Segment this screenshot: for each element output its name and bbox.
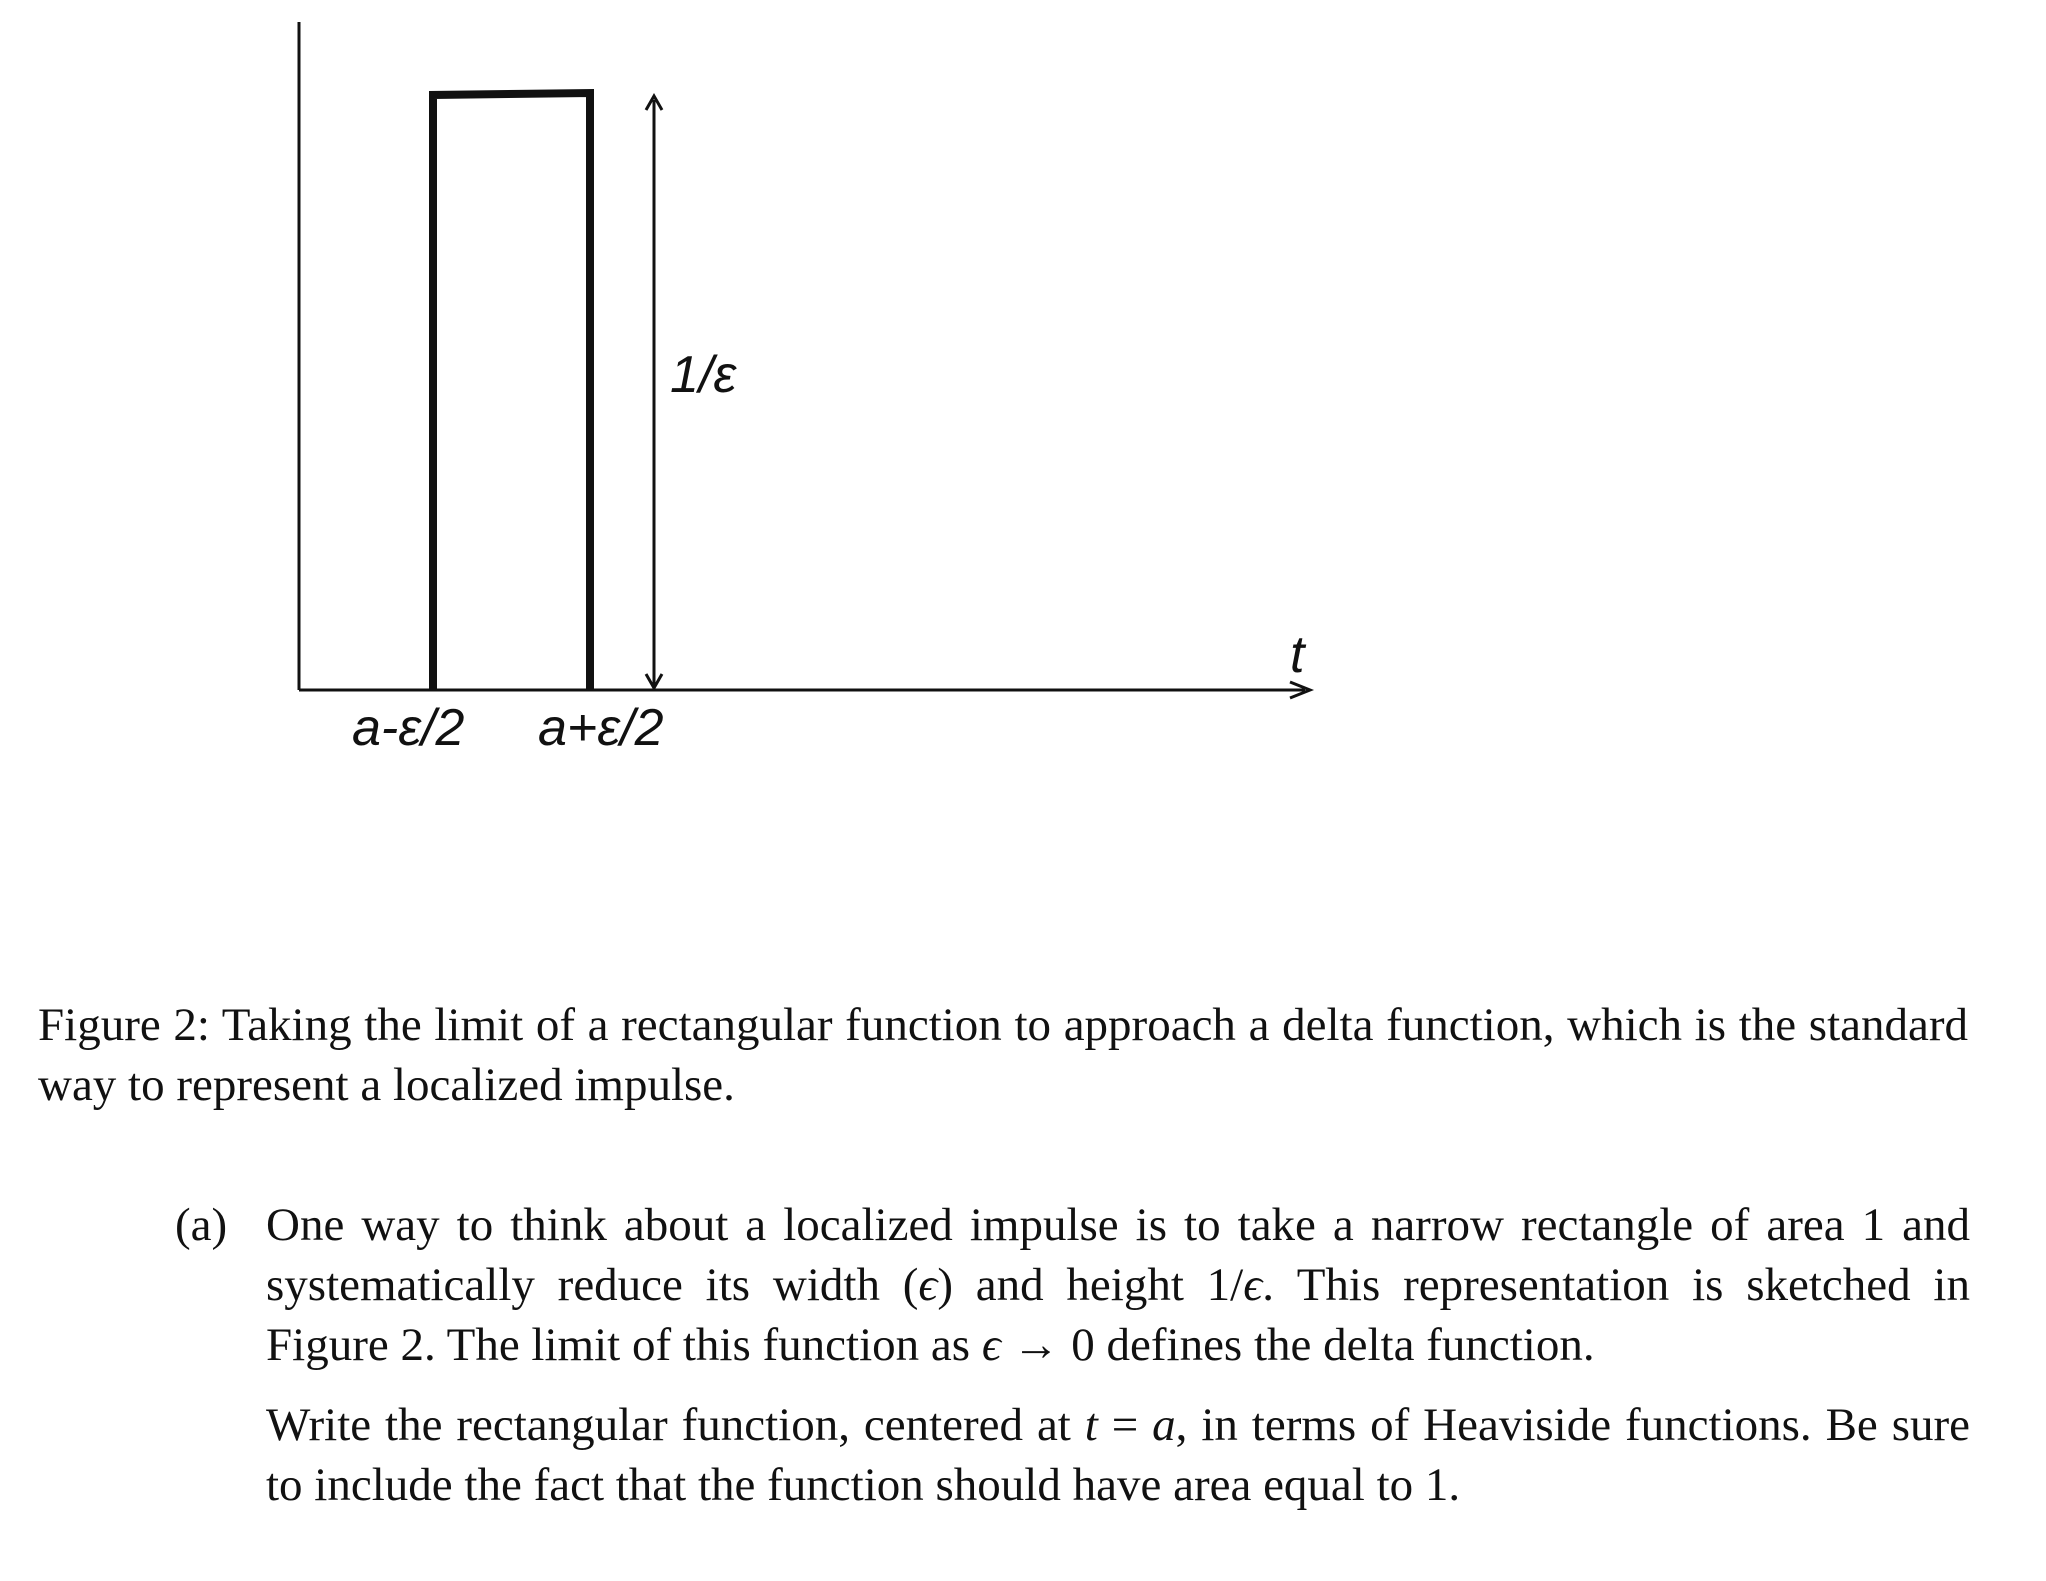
part-a-paragraph-2 (266, 1395, 1970, 1515)
right-edge-label: a+ε/2 (538, 699, 664, 757)
part-a-paragraph-1 (266, 1195, 1970, 1375)
caption-text: Taking the limit of a rectangular function to approach a delta function, which is the standard way to represent a localized impulse. (38, 999, 1968, 1111)
figure-caption (38, 995, 1968, 1115)
p1-text-4: → 0 defines the delta function. (1000, 1319, 1595, 1371)
rectangle-pulse (433, 93, 590, 690)
p2-text-2: , in terms of Heaviside functions. Be sure to include the fact that the function should have area equal to 1. (266, 1399, 1970, 1511)
p1-epsilon-2: ϵ (1243, 1259, 1263, 1311)
p1-epsilon-3: ϵ (981, 1319, 1001, 1371)
left-edge-label: a-ε/2 (352, 699, 465, 757)
caption-number: Figure 2: (38, 999, 210, 1051)
p1-text-2: ) and height 1/ (937, 1259, 1244, 1311)
part-a-body (266, 1195, 1970, 1515)
problem-part-a (175, 1195, 1970, 1515)
p2-equals: = (1097, 1399, 1153, 1451)
p1-epsilon-1: ϵ (918, 1259, 938, 1311)
t-axis-label: t (1290, 626, 1305, 684)
height-label: 1/ε (670, 346, 737, 404)
p2-var-a: a (1152, 1399, 1176, 1451)
p2-var-t: t (1084, 1399, 1098, 1451)
p1-text-3: . This representation is sketched in Figure 2. The limit of this function as (266, 1259, 1970, 1371)
p1-text-1: One way to think about a localized impulse is to take a narrow rectangle of area 1 and systematically reduce its width ( (266, 1199, 1970, 1311)
part-a-marker: (a) (175, 1199, 228, 1251)
p2-text-1: Write the rectangular function, centered at (266, 1399, 1085, 1451)
